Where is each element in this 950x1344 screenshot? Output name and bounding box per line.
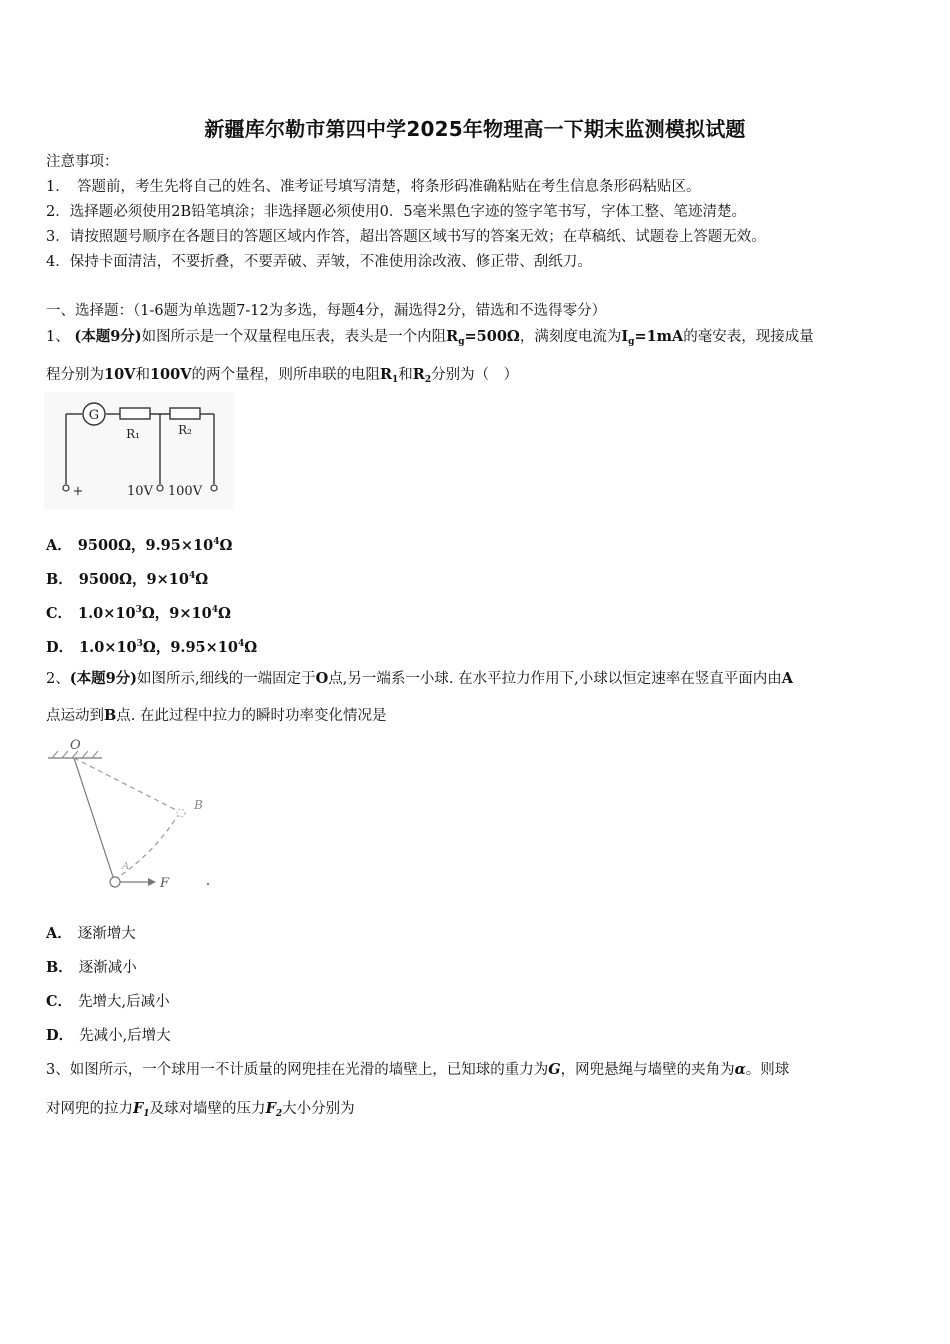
- q2-option-b[interactable]: [46, 958, 137, 978]
- f-label: F: [160, 876, 170, 891]
- plus-label: +: [72, 484, 84, 499]
- terminal-10v-label: 10V: [127, 484, 153, 499]
- option-text: $1.0\times 10^3\Omega$，$9.95\times 10^4\Omega$: [79, 639, 258, 656]
- section-heading: 一、选择题：（1-6题为单选题7-12为多选，每题4分，漏选得2分，错选和不选得零分）: [46, 303, 607, 319]
- question-2-line-2: [46, 706, 386, 726]
- question-text: 和: [398, 367, 413, 383]
- notice-item: 4．保持卡面清洁，不要折叠，不要弄破、弄皱，不准使用涂改液、修正带、刮纸刀。: [46, 254, 592, 270]
- option-text: 9500Ω，$9.95\times 10^4\Omega$: [77, 537, 233, 554]
- r1-label: R₁: [126, 427, 140, 441]
- option-letter: D．: [46, 639, 74, 656]
- range-10v: 10V: [104, 366, 136, 383]
- question-score: (本题9分): [69, 670, 138, 687]
- question-text: ，网兜悬绳与墙壁的夹角为: [560, 1062, 735, 1078]
- circuit-diagram: [44, 392, 234, 510]
- option-letter: C．: [46, 605, 73, 622]
- terminal-100v-label: 100V: [167, 484, 203, 499]
- rg-symbol: $R_g=500\Omega$: [446, 328, 520, 347]
- option-text: 逐渐增大: [77, 926, 136, 942]
- r1-symbol: $R_1$: [379, 366, 399, 385]
- range-100v: 100V: [149, 366, 192, 383]
- option-letter: D．: [46, 1027, 74, 1044]
- arrow-right-icon: [148, 878, 156, 886]
- q1-option-c[interactable]: [46, 600, 231, 624]
- notice-item: 3．请按照题号顺序在各题目的答题区域内作答，超出答题区域书写的答案无效；在草稿纸、试题卷上答题无效。: [46, 229, 766, 245]
- terminal-10v: [157, 485, 163, 491]
- r2-label: R₂: [178, 423, 192, 437]
- pendulum-diagram: [44, 734, 219, 894]
- o-label: O: [70, 738, 81, 753]
- question-text: 如图所示是一个双量程电压表，表头是一个内阻: [141, 329, 447, 345]
- question-text: 点,另一端系一小球. 在水平拉力作用下,小球以恒定速率在竖直平面内由: [328, 671, 782, 687]
- q2-option-d[interactable]: [46, 1026, 171, 1046]
- q1-option-d[interactable]: [46, 634, 257, 658]
- option-letter: A．: [46, 537, 72, 554]
- ig-symbol: $I_g=1mA$: [621, 328, 684, 347]
- q2-option-a[interactable]: [46, 924, 136, 944]
- point-o: O: [315, 670, 329, 687]
- symbol-alpha: α: [734, 1061, 746, 1078]
- point-b: B: [104, 707, 117, 724]
- symbol-f1: $F_1$: [133, 1100, 150, 1119]
- question-3-line-1: [46, 1060, 789, 1080]
- terminal-plus: [63, 485, 69, 491]
- question-text: 如图所示，一个球用一不计质量的网兜挂在光滑的墙壁上，已知球的重力为: [69, 1062, 549, 1078]
- option-letter: C．: [46, 993, 73, 1010]
- circuit-figure: [44, 392, 234, 514]
- option-letter: B．: [46, 571, 73, 588]
- notice-heading: 注意事项：: [46, 154, 119, 170]
- symbol-f2: $F_2$: [265, 1100, 283, 1119]
- option-text: $1.0\times 10^3\Omega$，$9\times 10^4\Omega$: [78, 605, 231, 622]
- point-a: A: [781, 670, 793, 687]
- question-1-line-2: [46, 365, 518, 390]
- question-text: 及球对墙壁的压力: [149, 1101, 266, 1117]
- notice-item: 2．选择题必须使用2B铅笔填涂；非选择题必须使用0．5毫米黑色字迹的签字笔书写，字体工整、笔迹清楚。: [46, 204, 747, 220]
- question-text: 点. 在此过程中拉力的瞬时功率变化情况是: [116, 708, 387, 724]
- q1-option-b[interactable]: [46, 566, 208, 590]
- question-text: 对网兜的拉力: [46, 1101, 133, 1117]
- question-number: 2、: [46, 671, 70, 687]
- question-text: 分别为（ ）: [431, 367, 519, 383]
- option-text: 9500Ω，$9\times 10^4\Omega$: [78, 571, 209, 588]
- q2-option-c[interactable]: [46, 992, 170, 1012]
- question-number: 3、: [46, 1062, 70, 1078]
- option-letter: B．: [46, 959, 73, 976]
- question-text: ，满刻度电流为: [519, 329, 622, 345]
- question-number: 1、: [46, 329, 70, 345]
- question-text: 点运动到: [46, 708, 104, 724]
- a-label: A: [122, 861, 130, 872]
- question-text: 程分别为: [46, 367, 104, 383]
- question-1-line-1: [46, 327, 814, 352]
- resistor-r2: [170, 408, 200, 419]
- ball-b: [177, 809, 185, 817]
- symbol-g: G: [548, 1061, 561, 1078]
- notice-item: 1． 答题前，考生先将自己的姓名、准考证号填写清楚，将条形码准确粘贴在考生信息条形码粘贴区。: [46, 179, 701, 195]
- question-text: 。则球: [745, 1062, 790, 1078]
- option-letter: A．: [46, 925, 72, 942]
- q1-option-a[interactable]: [46, 532, 232, 556]
- galvanometer-label: G: [88, 408, 100, 423]
- question-2-line-1: [46, 669, 793, 689]
- b-label: B: [194, 798, 203, 812]
- option-text: 逐渐减小: [78, 960, 137, 976]
- question-3-line-2: [46, 1099, 355, 1124]
- option-text: 先增大,后减小: [78, 994, 170, 1010]
- page-title: 新疆库尔勒市第四中学2025年物理高一下期末监测模拟试题: [204, 117, 746, 141]
- r2-symbol: $R_2$: [412, 366, 432, 385]
- question-score: (本题9分): [74, 328, 142, 345]
- resistor-r1: [120, 408, 150, 419]
- pendulum-figure: [44, 734, 219, 898]
- question-text: 如图所示,细线的一端固定于: [137, 671, 316, 687]
- option-text: 先减小,后增大: [79, 1028, 171, 1044]
- question-text: 大小分别为: [282, 1101, 355, 1117]
- ball-a: [110, 877, 120, 887]
- question-text: 的毫安表，现接成量: [683, 329, 814, 345]
- question-text: 的两个量程，则所串联的电阻: [191, 367, 380, 383]
- question-text: 和: [135, 367, 150, 383]
- terminal-100v: [211, 485, 217, 491]
